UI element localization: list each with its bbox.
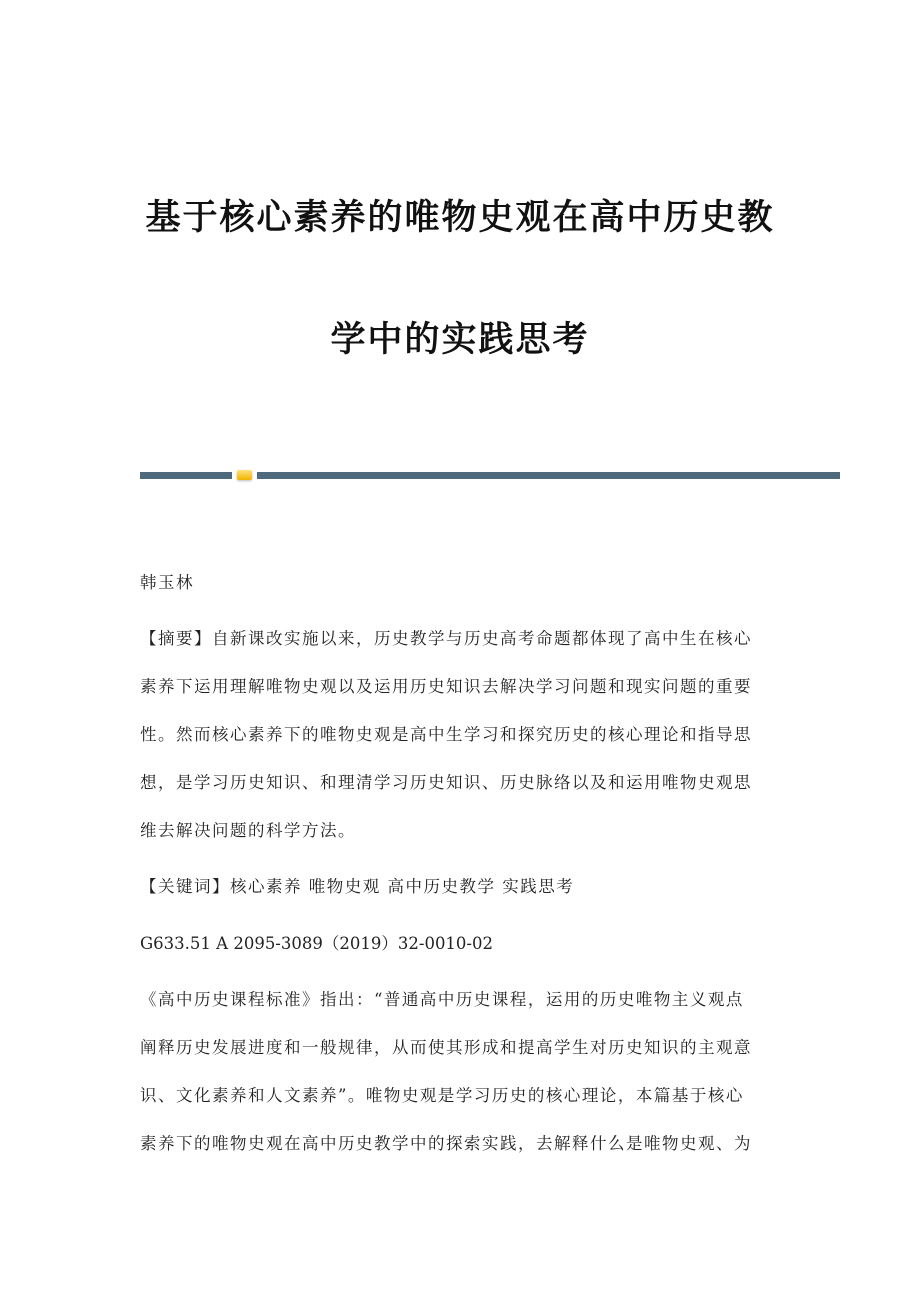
abstract-line: 性。然而核心素养下的唯物史观是高中生学习和探究历史的核心理论和指导思 xyxy=(140,725,752,744)
abstract-line: 素养下运用理解唯物史观以及运用历史知识去解决学习问题和现实问题的重要 xyxy=(140,677,752,696)
divider-left xyxy=(140,472,232,479)
author: 韩玉林 xyxy=(140,573,194,592)
document-title-line-2: 学中的实践思考 xyxy=(330,319,590,360)
classification: G633.51 A 2095-3089（2019）32-0010-02 xyxy=(140,934,494,953)
body-line: 阐释历史发展进度和一般规律，从而使其形成和提高学生对历史知识的主观意 xyxy=(140,1038,752,1057)
body-line: 素养下的唯物史观在高中历史教学中的探索实践，去解释什么是唯物史观、为 xyxy=(140,1134,752,1153)
keywords: 【关键词】核心素养 唯物史观 高中历史教学 实践思考 xyxy=(140,877,575,896)
body-line: 识、文化素养和人文素养”。唯物史观是学习历史的核心理论，本篇基于核心 xyxy=(140,1086,744,1105)
abstract-line: 维去解决问题的科学方法。 xyxy=(140,821,356,840)
abstract-line: 想，是学习历史知识、和理清学习历史知识、历史脉络以及和运用唯物史观思 xyxy=(140,773,752,792)
abstract-line: 【摘要】自新课改实施以来，历史教学与历史高考命题都体现了高中生在核心 xyxy=(140,629,752,648)
envelope-icon xyxy=(237,470,252,480)
divider-right xyxy=(257,472,840,479)
body-line: 《高中历史课程标准》指出：“普通高中历史课程，运用的历史唯物主义观点 xyxy=(140,990,744,1009)
document-title-line-1: 基于核心素养的唯物史观在高中历史教 xyxy=(145,197,775,238)
